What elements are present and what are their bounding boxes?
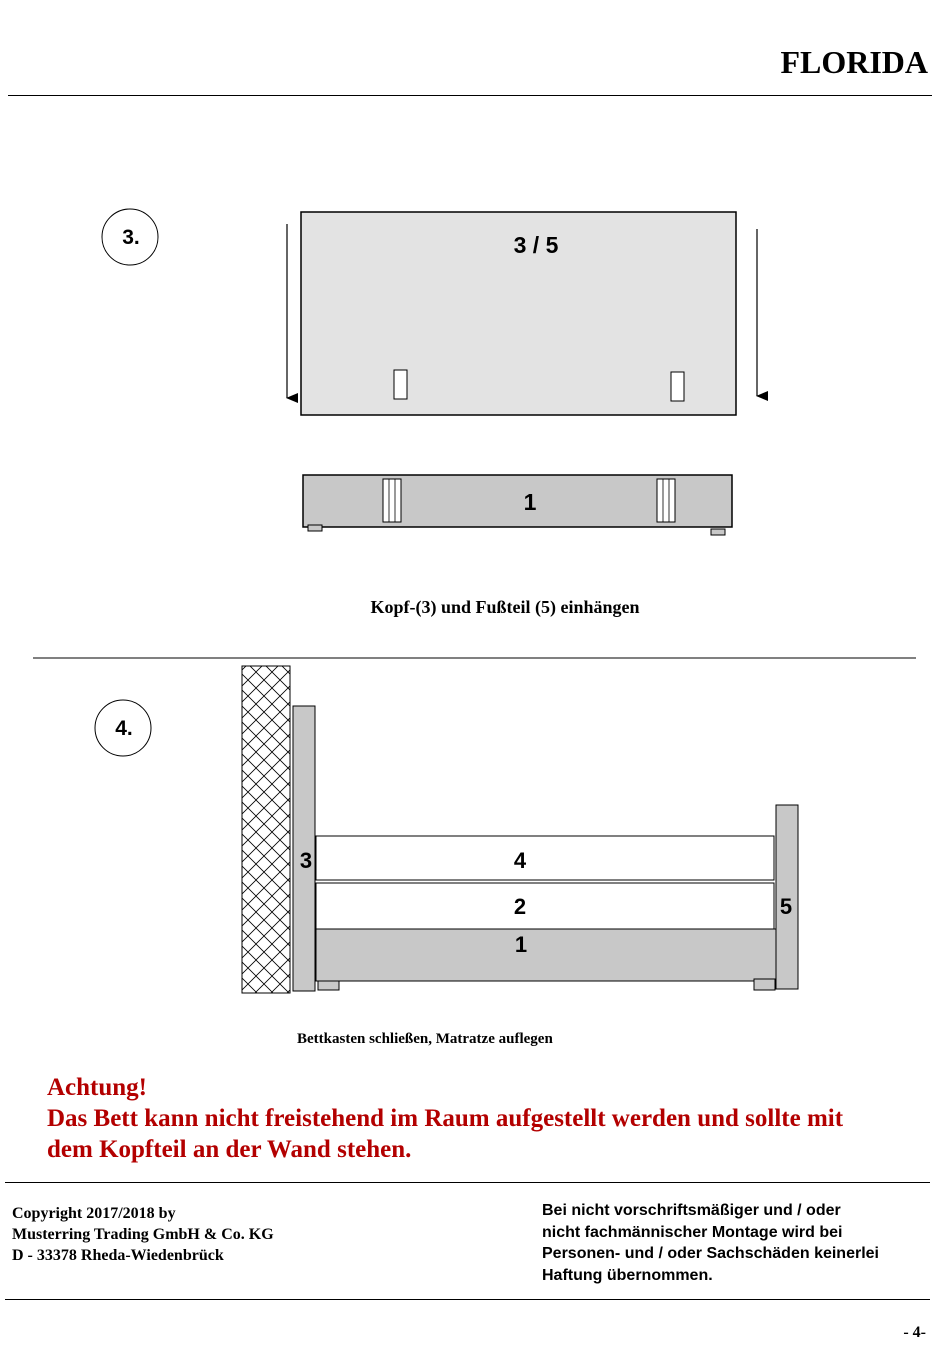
slot-receiver-right: [657, 479, 675, 522]
disclaimer-block: [542, 1200, 879, 1286]
warning-line-1: Das Bett kann nicht freistehend im Raum aufgestellt werden und sollte mit: [47, 1105, 844, 1132]
topper-label: 4: [513, 848, 527, 873]
bed-base-side: [316, 929, 776, 981]
bed-base-foot-right: [754, 979, 775, 990]
mattress: [316, 883, 774, 929]
footer-divider-top: [5, 1182, 930, 1183]
step4-caption: Bettkasten schließen, Matratze auflegen: [297, 1031, 553, 1047]
copyright-line-1: Copyright 2017/2018 by: [12, 1205, 176, 1222]
headboard-label: 3 / 5: [513, 232, 559, 258]
disclaimer-line-2: nicht fachmännischer Montage wird bei: [542, 1223, 843, 1241]
wall: [242, 666, 290, 993]
disclaimer-line-4: Haftung übernommen.: [542, 1266, 713, 1284]
base-foot-left: [308, 525, 322, 531]
step4-diagram: [95, 666, 798, 993]
base-foot-right: [711, 529, 725, 535]
disclaimer-line-3: Personen- und / oder Sachschäden keinerlei: [542, 1245, 879, 1262]
bed-base-foot-left: [318, 981, 339, 990]
warning-line-2: dem Kopfteil an der Wand stehen.: [47, 1136, 412, 1163]
slot-receiver-left: [383, 479, 401, 522]
footer-divider-bottom: [5, 1299, 930, 1300]
mattress-label: 2: [513, 894, 527, 919]
hanging-bracket-right: [671, 372, 684, 401]
step3-caption: Kopf-(3) und Fußteil (5) einhängen: [370, 597, 640, 617]
footboard-side-label: 5: [779, 894, 793, 919]
base-label: 1: [523, 489, 537, 515]
headboard-side-label: 3: [299, 848, 313, 873]
step4-number: 4.: [115, 717, 133, 740]
step3-diagram: [102, 209, 757, 535]
page-number: - 4-: [903, 1324, 926, 1341]
copyright-block: [12, 1203, 274, 1266]
topper: [316, 836, 774, 880]
warning-heading: Achtung!: [47, 1074, 148, 1101]
hanging-bracket-left: [394, 370, 407, 399]
disclaimer-line-1: Bei nicht vorschriftsmäßiger und / oder: [542, 1202, 841, 1219]
copyright-line-2: Musterring Trading GmbH & Co. KG: [12, 1226, 274, 1243]
bed-base-side-label: 1: [514, 932, 528, 957]
step3-number: 3.: [122, 226, 140, 249]
page-title: FLORIDA: [780, 44, 928, 80]
copyright-line-3: D - 33378 Rheda-Wiedenbrück: [12, 1247, 224, 1264]
